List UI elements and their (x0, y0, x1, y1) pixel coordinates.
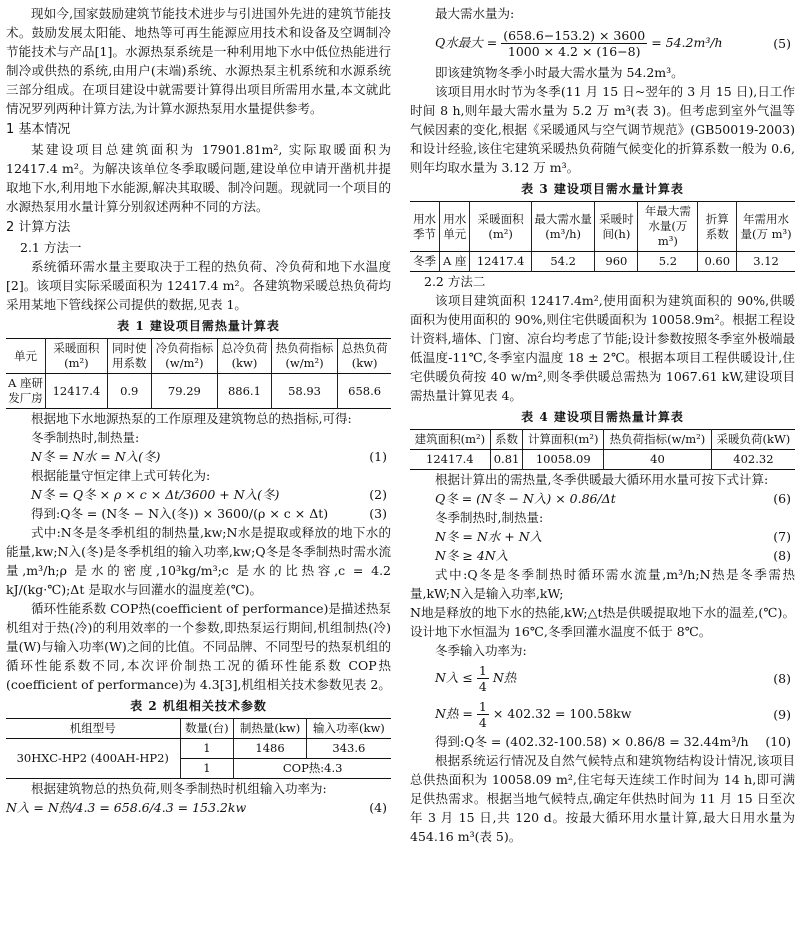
table-4 (410, 429, 795, 470)
section-2-1-title: 2.1 方法一 (20, 240, 82, 255)
paragraph-f: 根据建筑物总的热负荷,则冬季制热时机组输入功率为: (31, 781, 327, 796)
equation-3: 得到:Q冬 = (N冬 − N入(冬)) × 3600/(ρ × c × Δt) (3) (31, 506, 387, 521)
table-3-header: 折算系数 (698, 202, 737, 252)
right-column (410, 4, 795, 846)
table-cell: 1 (180, 759, 234, 779)
paragraph-f: 冬季制热时,制热量: (435, 510, 544, 525)
equation-9: N热 = $\frac{1}{4}$ × 402.32 = 100.58kw (9) (435, 698, 791, 730)
paragraph-j: 根据系统运行情况及自然气候特点和建筑物结构设计情况,该项目总供热面积为 10058.09 m²,住宅每天连续工作时间为 14 h,即可满足供热需求。根据当地气候特点,确定年供热时间为 11 月 15 日至次年 3 月 15 日,共 120 d。按最大循环用水量计算,最大日用水量为 454.16 m³(表 5)。 (410, 753, 795, 844)
table-3-header: 年最大需水量(万 m³) (638, 202, 698, 252)
equation-2: N冬 = Q冬 × ρ × c × Δt/3600 + N入(冬) (2) (31, 487, 387, 502)
table-cell: 0.9 (107, 374, 151, 409)
table-cell: A 座 (440, 252, 470, 272)
table-cell: 79.29 (151, 374, 218, 409)
table-4-caption: 表 4 建设项目需热量计算表 (521, 410, 684, 424)
table-cell: 0.60 (698, 252, 737, 272)
table-1-caption: 表 1 建设项目需热量计算表 (117, 319, 280, 333)
table-4-header: 系数 (490, 430, 523, 450)
equation-1: N冬 = N水 = N入(冬) (1) (31, 449, 387, 464)
paragraph-d: 该项目建筑面积 12417.4m²,使用面积为建筑面积的 90%,供暖面积为使用面积的 90%,则住宅供暖面积为 10058.9m²。根据工程设计资料,墙体、门窗、凉台均考虑了节能;设计参数按照冬季室外极端最低温度-11℃,冬季室内温度 18 ± 2℃。根据本项目工程供暖设计,住宅供暖负荷按 40 w/m²,则冬季供暖总需热为 1067.61 kW,建设项目需热量计算见表 4。 (410, 293, 795, 403)
paragraph-h: N地是释放的地下水的热能,kW;△t热是供暖提取地下水的温差,(℃)。设计地下水恒温为 16℃,冬季回灌水温度不低于 8℃。 (410, 605, 795, 639)
table-cell: 658.6 (338, 374, 391, 409)
table-cell: 12417.4 (470, 252, 532, 272)
table-cell: 冬季 (410, 252, 440, 272)
table-cell: 343.6 (306, 739, 391, 759)
table-3-header: 年需用水量(万 m³) (737, 202, 795, 252)
equation-8b: N入 ≤ $\frac{1}{4}$ N热 (8) (435, 662, 791, 694)
table-cell: 3.12 (737, 252, 795, 272)
table-1-header: 冷负荷指标(w/m²) (151, 339, 218, 374)
table-cell: A 座研发厂房 (6, 374, 45, 409)
table-cell: 886.1 (218, 374, 272, 409)
table-cell: 1 (180, 739, 234, 759)
table-cell: 402.32 (711, 450, 795, 470)
intro-paragraph: 现如今,国家鼓励建筑节能技术进步与引进国外先进的建筑节能技术。鼓励发展太阳能、地热等可再生能源应用技术和设备及空调制冷节能技术与产品[1]。水源热泵系统是一种利用地下水中低位热能进行制冷或供热的系统,由用户(末端)系统、水源热泵主机系统和水源系统三部分组成。在项目建设中就需要计算得出项目所需用水量,本文就此情况罗列两种计算方法,为计算水源热泵用水量提供参考。 (6, 6, 391, 116)
fraction: $\frac{1}{4}$ (478, 698, 487, 730)
table-4-header: 采暖负荷(kW) (711, 430, 795, 450)
table-2-header: 机组型号 (6, 719, 180, 739)
paragraph-b: 冬季制热时,制热量: (31, 430, 140, 445)
table-cell: 12417.4 (410, 450, 490, 470)
table-cell: 5.2 (638, 252, 698, 272)
table-3-header: 最大需水量(m³/h) (531, 202, 595, 252)
table-2 (6, 718, 391, 779)
table-4-header: 热负荷指标(w/m²) (604, 430, 712, 450)
paragraph-d: 式中:N冬是冬季机组的制热量,kw;N水是提取或释放的地下水的能量,kw;N入(冬)是冬季机组的输入功率,kw;Q冬是冬季制热时需水流量,m³/h;ρ 是水的密度,10³kg/m³;c 是水的比热容,c = 4.2 kJ/(kg·℃);Δt 是取水与回灌水的温度差(℃)。 (6, 525, 391, 597)
paragraph-max-water: 最大需水量为: (435, 6, 515, 21)
table-2-header: 输入功率(kw) (306, 719, 391, 739)
table-cell: 58.93 (271, 374, 338, 409)
table-1-header: 单元 (6, 339, 45, 374)
section-1-title: 1 基本情况 (6, 122, 71, 137)
table-1-header: 采暖面积(m²) (45, 339, 107, 374)
table-3-caption: 表 3 建设项目需水量计算表 (521, 182, 684, 196)
equation-10: 得到:Q冬 = (402.32-100.58) × 0.86/8 = 32.44m³/h (10) (435, 734, 791, 749)
paragraph-g: 式中:Q冬是冬季制热时循环需水流量,m³/h;N热是冬季需热量,kW;N入是输入功率,kW; (410, 567, 795, 601)
section-1-text: 某建设项目总建筑面积为 17901.81m², 实际取暖面积为 12417.4 m²。为解决该单位冬季取暖问题,建设单位申请开凿机井提取地下水,利用地下水能源,解决其取暖、制冷问题。现就同一个项目的水源热泵用水量计算分别叙述两种不同的方法。 (6, 142, 391, 214)
section-2-1-text: 系统循环需水量主要取决于工程的热负荷、冷负荷和地下水温度[2]。该项目实际采暖面积为 12417.4 m²。各建筑物采暖总热负荷均采用某地下管线探公司提供的数据,见表 1。 (6, 259, 391, 312)
table-2-header: 制热量(kw) (234, 719, 306, 739)
table-cell: 1486 (234, 739, 306, 759)
table-row (6, 739, 391, 759)
table-3-header: 用水单元 (440, 202, 470, 252)
table-cell: 10058.09 (523, 450, 604, 470)
table-3-header: 用水季节 (410, 202, 440, 252)
table-cell: 30HXC-HP2 (400AH-HP2) (6, 739, 180, 779)
table-cell: 40 (604, 450, 712, 470)
table-3 (410, 201, 795, 272)
equation-4: N入 = N热/4.3 = 658.6/4.3 = 153.2kw (4) (6, 800, 387, 815)
section-2-title: 2 计算方法 (6, 220, 71, 235)
table-1-header: 总冷负荷(kw) (218, 339, 272, 374)
table-row (410, 450, 795, 470)
paragraph-c: 根据能量守恒定律上式可转化为: (31, 468, 211, 483)
table-3-header: 采暖时间(h) (595, 202, 638, 252)
left-column (6, 4, 391, 817)
paragraph-e: 根据计算出的需热量,冬季供暖最大循环用水量可按下式计算: (435, 472, 769, 487)
table-4-header: 建筑面积(m²) (410, 430, 490, 450)
table-3-header: 采暖面积(m²) (470, 202, 532, 252)
fraction: $\frac{1}{4}$ (478, 662, 487, 694)
table-2-header: 数量(台) (180, 719, 234, 739)
table-4-header: 计算面积(m²) (523, 430, 604, 450)
table-2-caption: 表 2 机组相关技术参数 (130, 699, 267, 713)
section-2-2-title: 2.2 方法二 (424, 274, 486, 289)
table-1 (6, 338, 391, 409)
table-1-header: 热负荷指标(w/m²) (271, 339, 338, 374)
paragraph-b: 即该建筑物冬季小时最大需水量为 54.2m³。 (435, 65, 684, 80)
table-row (6, 374, 391, 409)
equation-7: N冬 = N水 + N入 (7) (435, 529, 791, 544)
table-cell: 960 (595, 252, 638, 272)
paragraph-i: 冬季输入功率为: (435, 643, 527, 658)
paragraph-e: 循环性能系数 COP热(coefficient of performance)是描述热泵机组对于热(冷)的利用效率的一个参数,即热泵运行期间,机组制热(冷)量(W)与输入功率(W)之间的比值。不同品牌、不同型号的热泵机组的循环性能系数不同,本次评价制热工况的循环性能系数 COP热(coefficient of performance)为 4.3[3],机组相关技术参数见表 2。 (6, 601, 391, 692)
equation-6: Q冬 = (N冬 − N入) × 0.86/Δt (6) (435, 491, 791, 506)
equation-8a: N冬 ≥ 4N入 (8) (435, 548, 791, 563)
equation-5: Q水最大 = $\frac{(658.6-153.2) \times 3600}{1000 \times 4.2 \times (16-8)}$ = 54.2m³/h (5) (435, 27, 791, 59)
table-row (410, 252, 795, 272)
table-cell: 12417.4 (45, 374, 107, 409)
table-1-header: 总热负荷(kw) (338, 339, 391, 374)
fraction: $\frac{(658.6-153.2) \times 3600}{1000 \times 4.2 \times (16-8)}$ (503, 27, 646, 59)
table-cell: 0.81 (490, 450, 523, 470)
table-1-header: 同时使用系数 (107, 339, 151, 374)
paragraph-c: 该项目用水时节为冬季(11 月 15 日~翌年的 3 月 15 日),日工作时间 8 h,则年最大需水量为 5.2 万 m³(表 3)。但考虑到室外气温等气候因素的变化,根据《采暖通风与空气调节规范》(GB50019-2003)和设计经验,该住宅建筑采暖热负荷随气候变化的折算系数一般为 0.6,则年均取水量为 3.12 万 m³。 (410, 84, 795, 175)
paragraph-a: 根据地下水地源热泵的工作原理及建筑物总的热指标,可得: (31, 411, 352, 426)
table-cell: COP热:4.3 (234, 759, 391, 779)
table-cell: 54.2 (531, 252, 595, 272)
